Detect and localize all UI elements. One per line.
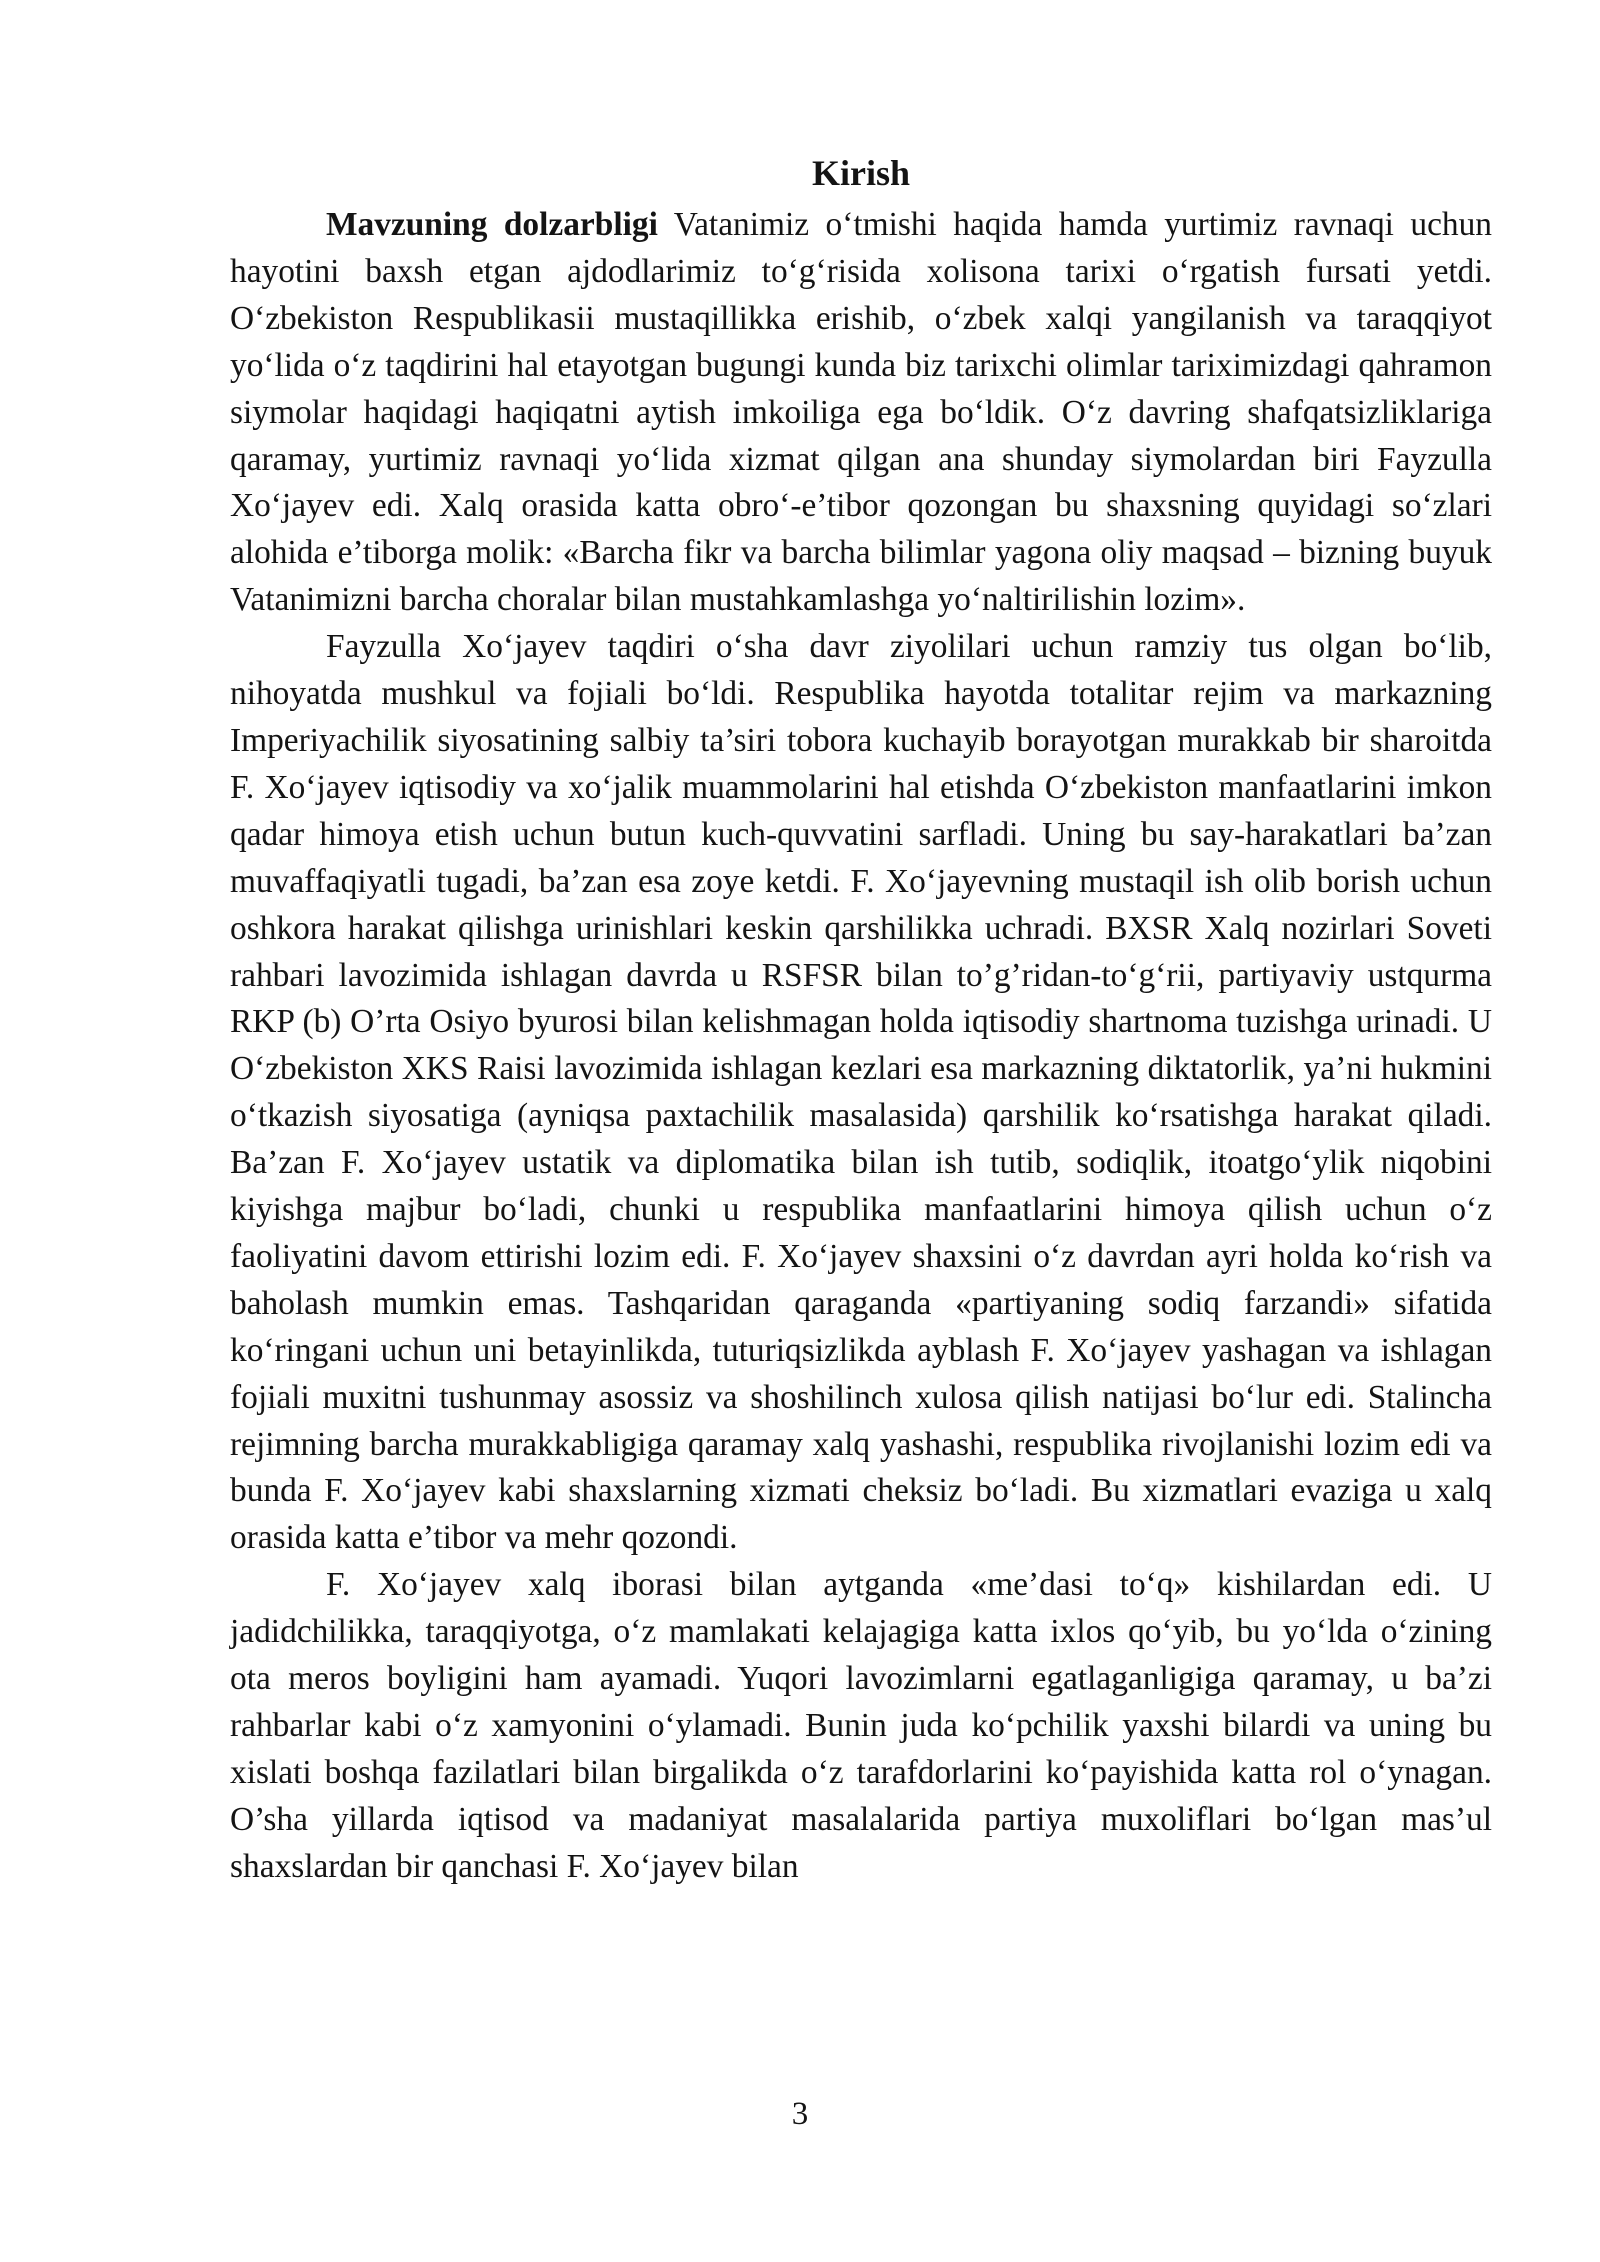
page-body	[230, 148, 1492, 1891]
paragraph-2: Fayzulla Xo‘jayev taqdiri o‘sha davr ziyolilari uchun ramziy tus olgan bo‘lib, nihoyatda mushkul va fojiali bo‘ldi. Respublika hayotda totalitar rejim va markazning Imperiyachilik siyosatining salbiy ta’siri tobora kuchayib borayotgan murakkab bir sharoitda F. Xo‘jayev iqtisodiy va xo‘jalik muammolarini hal etishda O‘zbekiston manfaatlarini imkon qadar himoya etish uchun butun kuch-quvvatini sarfladi. Uning bu say-harakatlari ba’zan muvaffaqiyatli tugadi, ba’zan esa zoye ketdi. F. Xo‘jayevning mustaqil ish olib borish uchun oshkora harakat qilishga urinishlari keskin qarshilikka uchradi. BXSR Xalq nozirlari Soveti rahbari lavozimida ishlagan davrda u RSFSR bilan to’g’ridan-to‘g‘rii, partiyaviy ustqurma RKP (b) O’rta Osiyo byurosi bilan kelishmagan holda iqtisodiy shartnoma tuzishga urinadi. U O‘zbekiston XKS Raisi lavozimida ishlagan kezlari esa markazning diktatorlik, ya’ni hukmini o‘tkazish siyosatiga (ayniqsa paxtachilik masalasida) qarshilik ko‘rsatishga harakat qiladi. Ba’zan F. Xo‘jayev ustatik va diplomatika bilan ish tutib, sodiqlik, itoatgo‘ylik niqobini kiyishga majbur bo‘ladi, chunki u respublika manfaatlarini himoya qilish uchun o‘z faoliyatini davom ettirishi lozim edi. F. Xo‘jayev shaxsini o‘z davrdan ayri holda ko‘rish va baholash mumkin emas. Tashqaridan qaraganda «partiyaning sodiq farzandi» sifatida ko‘ringani uchun uni betayinlikda, tuturiqsizlikda ayblash F. Xo‘jayev yashagan va ishlagan fojiali muxitni tushunmay asossiz va shoshilinch xulosa qilish natijasi bo‘lur edi. Stalincha rejimning barcha murakkabligiga qaramay xalq yashashi, respublika rivojlanishi lozim edi va bunda F. Xo‘jayev kabi shaxslarning xizmati cheksiz bo‘ladi. Bu xizmatlari evaziga u xalq orasida katta e’tibor va mehr qozondi.	[230, 628, 1492, 1557]
lead-term: Mavzuning dolzarbligi	[326, 206, 658, 243]
page-number: 3	[791, 2096, 809, 2132]
paragraph-1	[230, 202, 1492, 624]
paragraph-1-text: Vatanimiz o‘tmishi haqida hamda yurtimiz ravnaqi uchun hayotini baxsh etgan ajdodlarimiz to‘g‘risida xolisona tarixi o‘rgatish fursati yetdi. O‘zbekiston Respublikasii mustaqillikka erishib, o‘zbek xalqi yangilanish va taraqqiyot yo‘lida o‘z taqdirini hal etayotgan bugungi kunda biz tarixchi olimlar tariximizdagi qahramon siymolar haqidagi haqiqatni aytish imkoiliga ega bo‘ldik. O‘z davring shafqatsizliklariga qaramay, yurtimiz ravnaqi yo‘lida xizmat qilgan ana shunday siymolardan biri Fayzulla Xo‘jayev edi. Xalq orasida katta obro‘-e’tibor qozongan bu shaxsning quyidagi so‘zlari alohida e’tiborga molik: «Barcha fikr va barcha bilimlar yagona oliy maqsad – bizning buyuk Vatanimizni barcha choralar bilan mustahkamlashga yo‘naltirilishin lozim».	[230, 206, 1492, 619]
section-heading: Kirish	[811, 153, 910, 193]
paragraph-3: F. Xo‘jayev xalq iborasi bilan aytganda «me’dasi to‘q» kishilardan edi. U jadidchilikka, taraqqiyotga, o‘z mamlakati kelajagiga katta ixlos qo‘yib, bu yo‘lda o‘zining ota meros boyligini ham ayamadi. Yuqori lavozimlarni egatlaganligiga qaramay, u ba’zi rahbarlar kabi o‘z xamyonini o‘ylamadi. Bunin juda ko‘pchilik yaxshi bilardi va uning bu xislati boshqa fazilatlari bilan birgalikda o‘z tarafdorlarini ko‘payishida katta rol o‘ynagan. O’sha yillarda iqtisod va madaniyat masalalarida partiya muxoliflari bo‘lgan mas’ul shaxslardan bir qanchasi F. Xo‘jayev bilan	[230, 1566, 1492, 1885]
